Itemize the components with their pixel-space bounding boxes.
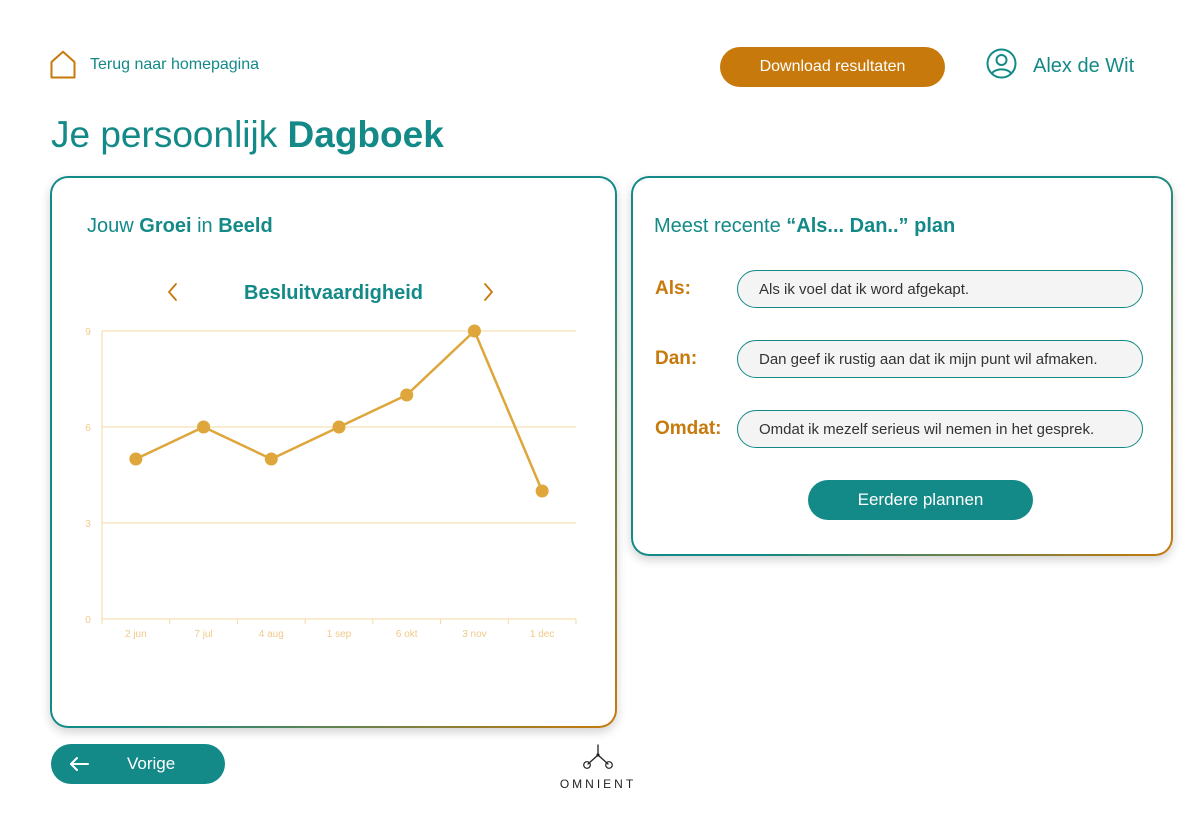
plan-field-value[interactable]: Dan geef ik rustig aan dat ik mijn punt wil afmaken. [737, 340, 1143, 378]
home-link-label: Terug naar homepagina [90, 55, 260, 73]
plan-heading-bold: “Als... Dan..” plan [786, 215, 956, 237]
data-point [468, 325, 481, 338]
line-chart [52, 178, 611, 722]
growth-heading-mid: in [197, 215, 213, 237]
logo-text: OMNIENT [559, 777, 637, 791]
series-line [136, 331, 542, 491]
plan-field-als [655, 270, 1143, 308]
plan-field-label: Omdat: [655, 418, 722, 439]
user-icon [986, 48, 1017, 85]
y-tick-label: 0 [85, 615, 91, 626]
x-tick-label: 6 okt [395, 629, 418, 640]
omnient-logo-icon [581, 742, 615, 770]
data-point [536, 485, 549, 498]
page-title-bold: Dagboek [287, 114, 444, 155]
page-title [51, 114, 444, 156]
growth-heading-prefix: Jouw [87, 215, 134, 237]
plan-field-value[interactable]: Als ik voel dat ik word afgekapt. [737, 270, 1143, 308]
data-point [333, 421, 346, 434]
plan-field-label: Als: [655, 278, 691, 299]
growth-heading-bold2: Beeld [218, 215, 273, 237]
previous-button[interactable] [51, 744, 225, 784]
data-point [129, 453, 142, 466]
home-icon [50, 50, 76, 79]
x-tick-label: 4 aug [258, 629, 284, 640]
previous-button-label: Vorige [127, 754, 176, 773]
plan-card-heading [654, 215, 955, 238]
omnient-logo [558, 742, 638, 791]
growth-card [50, 176, 617, 728]
plan-field-dan [655, 340, 1143, 378]
data-point [400, 389, 413, 402]
x-tick-label: 3 nov [462, 629, 487, 640]
y-tick-label: 6 [85, 423, 91, 434]
arrow-left-icon [69, 756, 89, 772]
x-tick-label: 2 jun [125, 629, 147, 640]
y-tick-label: 3 [85, 519, 91, 530]
plan-field-omdat [655, 410, 1143, 448]
page-title-prefix: Je persoonlijk [51, 114, 278, 155]
user-name: Alex de Wit [1033, 55, 1135, 77]
y-tick-label: 9 [85, 327, 91, 338]
earlier-plans-button[interactable]: Eerdere plannen [808, 480, 1033, 520]
x-tick-label: 7 jul [194, 629, 213, 640]
plan-card [631, 176, 1173, 556]
x-tick-label: 1 sep [326, 629, 352, 640]
x-tick-label: 1 dec [529, 629, 555, 640]
data-point [265, 453, 278, 466]
plan-field-value[interactable]: Omdat ik mezelf serieus wil nemen in het gesprek. [737, 410, 1143, 448]
plan-heading-prefix: Meest recente [654, 215, 781, 237]
download-results-button[interactable]: Download resultaten [720, 47, 945, 87]
home-link[interactable] [50, 50, 259, 79]
chart-title: Besluitvaardigheid [244, 282, 423, 304]
plan-field-label: Dan: [655, 348, 698, 369]
data-point [197, 421, 210, 434]
growth-heading-bold1: Groei [139, 215, 192, 237]
user-profile[interactable] [986, 48, 1134, 85]
